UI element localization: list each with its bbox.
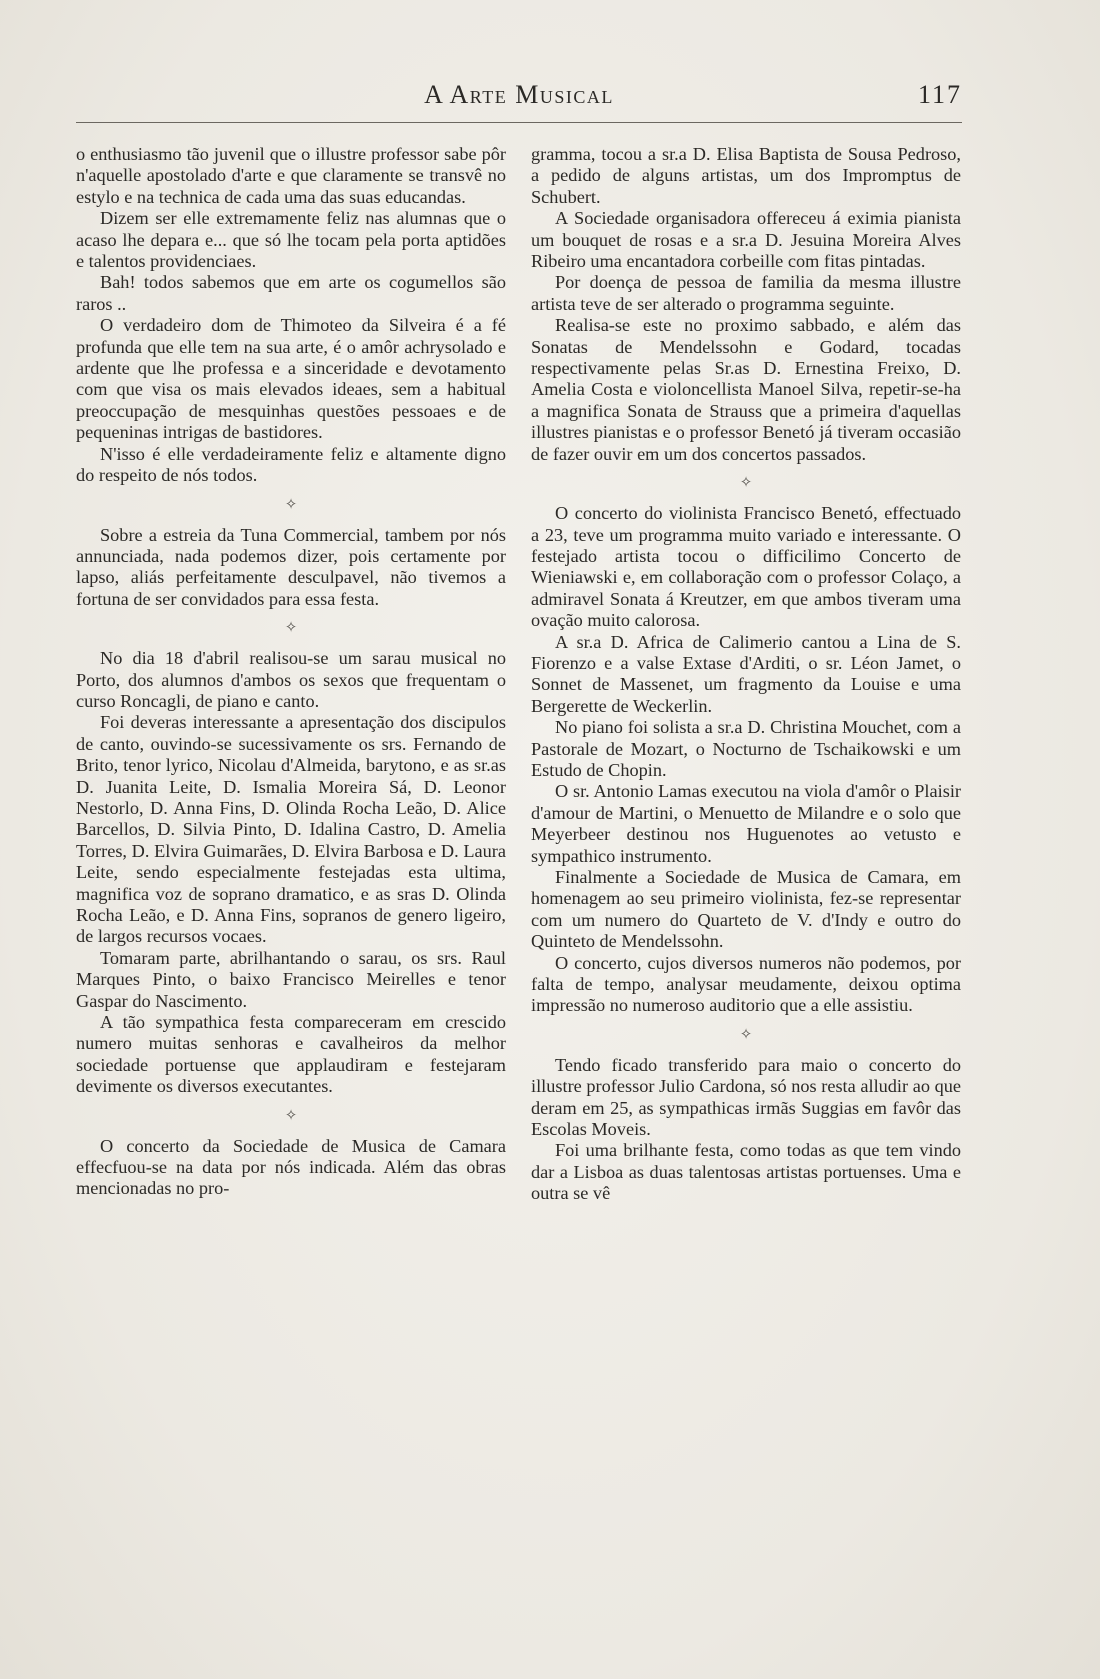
section-separator: ✧ [739,1026,753,1043]
paragraph: O concerto, cujos diversos numeros não podemos, por falta de tempo, analysar meudamente, deixou optima impressão no numeroso auditorio que a elle assistiu. [531,952,961,1016]
paragraph: Realisa-se este no proximo sabbado, e além das Sonatas de Mendelssohn e Godard, tocadas respectivamente pelas Sr.as D. Ernestina Freixo, D. Amelia Costa e violoncellista Manoel Silva, repetir-se-ha a magnifica Sonata de Strauss que a primeira d'aquellas illustres pianistas e o professor Benetó já tiveram occasião de fazer ouvir em um dos concertos passados. [531,315,961,464]
page-number: 117 [917,80,962,109]
paragraph: A sr.a D. Africa de Calimerio cantou a Lina de S. Fiorenzo e a valse Extase d'Arditi, o sr. Léon Jamet, o Sonnet de Massenet, um fragmento da Louise e uma Bergerette de Weckerlin. [531,631,961,716]
paragraph: Sobre a estreia da Tuna Commercial, tambem por nós annunciada, nada podemos dizer, pois certamente por lapso, aliás perfeitamente desculpavel, não tivemos a fortuna de ser convidados para essa festa. [76,524,506,609]
paragraph: N'isso é elle verdadeiramente feliz e altamente digno do respeito de nós todos. [76,443,506,486]
paragraph: Foi deveras interessante a apresentação dos discipulos de canto, ouvindo-se sucessivamente os srs. Fernando de Brito, tenor lyrico, Nicolau d'Almeida, barytono, e as sr.as D. Juanita Leite, D. Ismalia Moreira Sá, D. Leonor Nestorlo, D. Anna Fins, D. Olinda Rocha Leão, D. Alice Barcellos, D. Silvia Pinto, D. Idalina Castro, D. Amelia Torres, D. Elvira Guimarães, D. Elvira Barbosa e D. Laura Leite, sendo especialmente festejadas esta ultima, magnifica voz de soprano dramatico, e as sras D. Olinda Rocha Leão, e D. Anna Fins, sopranos de genero ligeiro, de largos recursos vocaes. [76,712,506,947]
paragraph: Bah! todos sabemos que em arte os cogumellos são raros .. [76,272,506,314]
paragraph: Dizem ser elle extremamente feliz nas alumnas que o acaso lhe depara e... que só lhe tocam pela porta aptidões e talentos providenciaes. [76,208,506,272]
running-title: A Arte Musical [424,80,614,109]
paragraph: Tomaram parte, abrilhantando o sarau, os srs. Raul Marques Pinto, o baixo Francisco Meirelles e tenor Gaspar do Nascimento. [76,947,506,1011]
paragraph: o enthusiasmo tão juvenil que o illustre professor sabe pôr n'aquelle apostolado d'arte e que claramente se transvê no estylo e na technica de cada uma das suas educandas. [76,144,506,207]
page-header [76,80,962,120]
paragraph: No piano foi solista a sr.a D. Christina Mouchet, com a Pastorale de Mozart, o Nocturno de Tschaikowski e um Estudo de Chopin. [531,717,961,780]
paragraph: Finalmente a Sociedade de Musica de Camara, em homenagem ao seu primeiro violinista, fez-se representar com um numero do Quarteto de V. d'Indy e outro do Quinteto de Mendelssohn. [531,867,961,952]
paragraph: O concerto do violinista Francisco Benetó, effectuado a 23, teve um programma muito variado e interessante. O festejado artista tocou o difficilimo Concerto de Wieniawski e, em collaboração com o professor Colaço, a admiravel Sonata á Kreutzer, em que ambos tiveram uma ovação muito calorosa. [531,503,961,631]
paragraph: A tão sympathica festa compareceram em crescido numero muitas senhoras e cavalheiros da melhor sociedade portuense que applaudiram e festejaram devimente os diversos executantes. [76,1012,506,1097]
paragraph: gramma, tocou a sr.a D. Elisa Baptista de Sousa Pedroso, a pedido de alguns artistas, um dos Impromptus de Schubert. [531,144,961,207]
paragraph: Foi uma brilhante festa, como todas as que tem vindo dar a Lisboa as duas talentosas artistas portuenses. Uma e outra se vê [531,1140,961,1204]
paragraph: Por doença de pessoa de familia da mesma illustre artista teve de ser alterado o programma seguinte. [531,272,961,314]
section-separator: ✧ [284,620,298,637]
paragraph: O concerto da Sociedade de Musica de Camara effecfuou-se na data por nós indicada. Além das obras mencionadas no pro- [76,1135,506,1199]
header-rule [76,122,962,123]
paragraph: No dia 18 d'abril realisou-se um sarau musical no Porto, dos alumnos d'ambos os sexos que frequentam o curso Roncagli, de piano e canto. [76,648,506,711]
paragraph: O verdadeiro dom de Thimoteo da Silveira é a fé profunda que elle tem na sua arte, é o amôr achrysolado e ardente que lhe professa e a sinceridade e devotamento com que visa os mais elevados ideaes, sem a habitual preoccupação de mesquinhas questões pessoaes e de pequeninas intrigas de bastidores. [76,315,506,443]
section-separator: ✧ [284,496,298,513]
paragraph: O sr. Antonio Lamas executou na viola d'amôr o Plaisir d'amour de Martini, o Menuetto de Milandre e o solo que Meyerbeer destinou nos Huguenotes ao vetusto e sympathico instrumento. [531,781,961,866]
paragraph: Tendo ficado transferido para maio o concerto do illustre professor Julio Cardona, só nos resta alludir ao que deram em 25, as sympathicas irmãs Suggias em favôr das Escolas Moveis. [531,1054,961,1140]
section-separator: ✧ [739,475,753,492]
right-column [531,144,961,1205]
left-column [76,144,506,1200]
paragraph: A Sociedade organisadora offereceu á eximia pianista um bouquet de rosas e a sr.a D. Jesuina Moreira Alves Ribeiro uma encantadora corbeille com fitas pintadas. [531,208,961,272]
section-separator: ✧ [284,1107,298,1124]
